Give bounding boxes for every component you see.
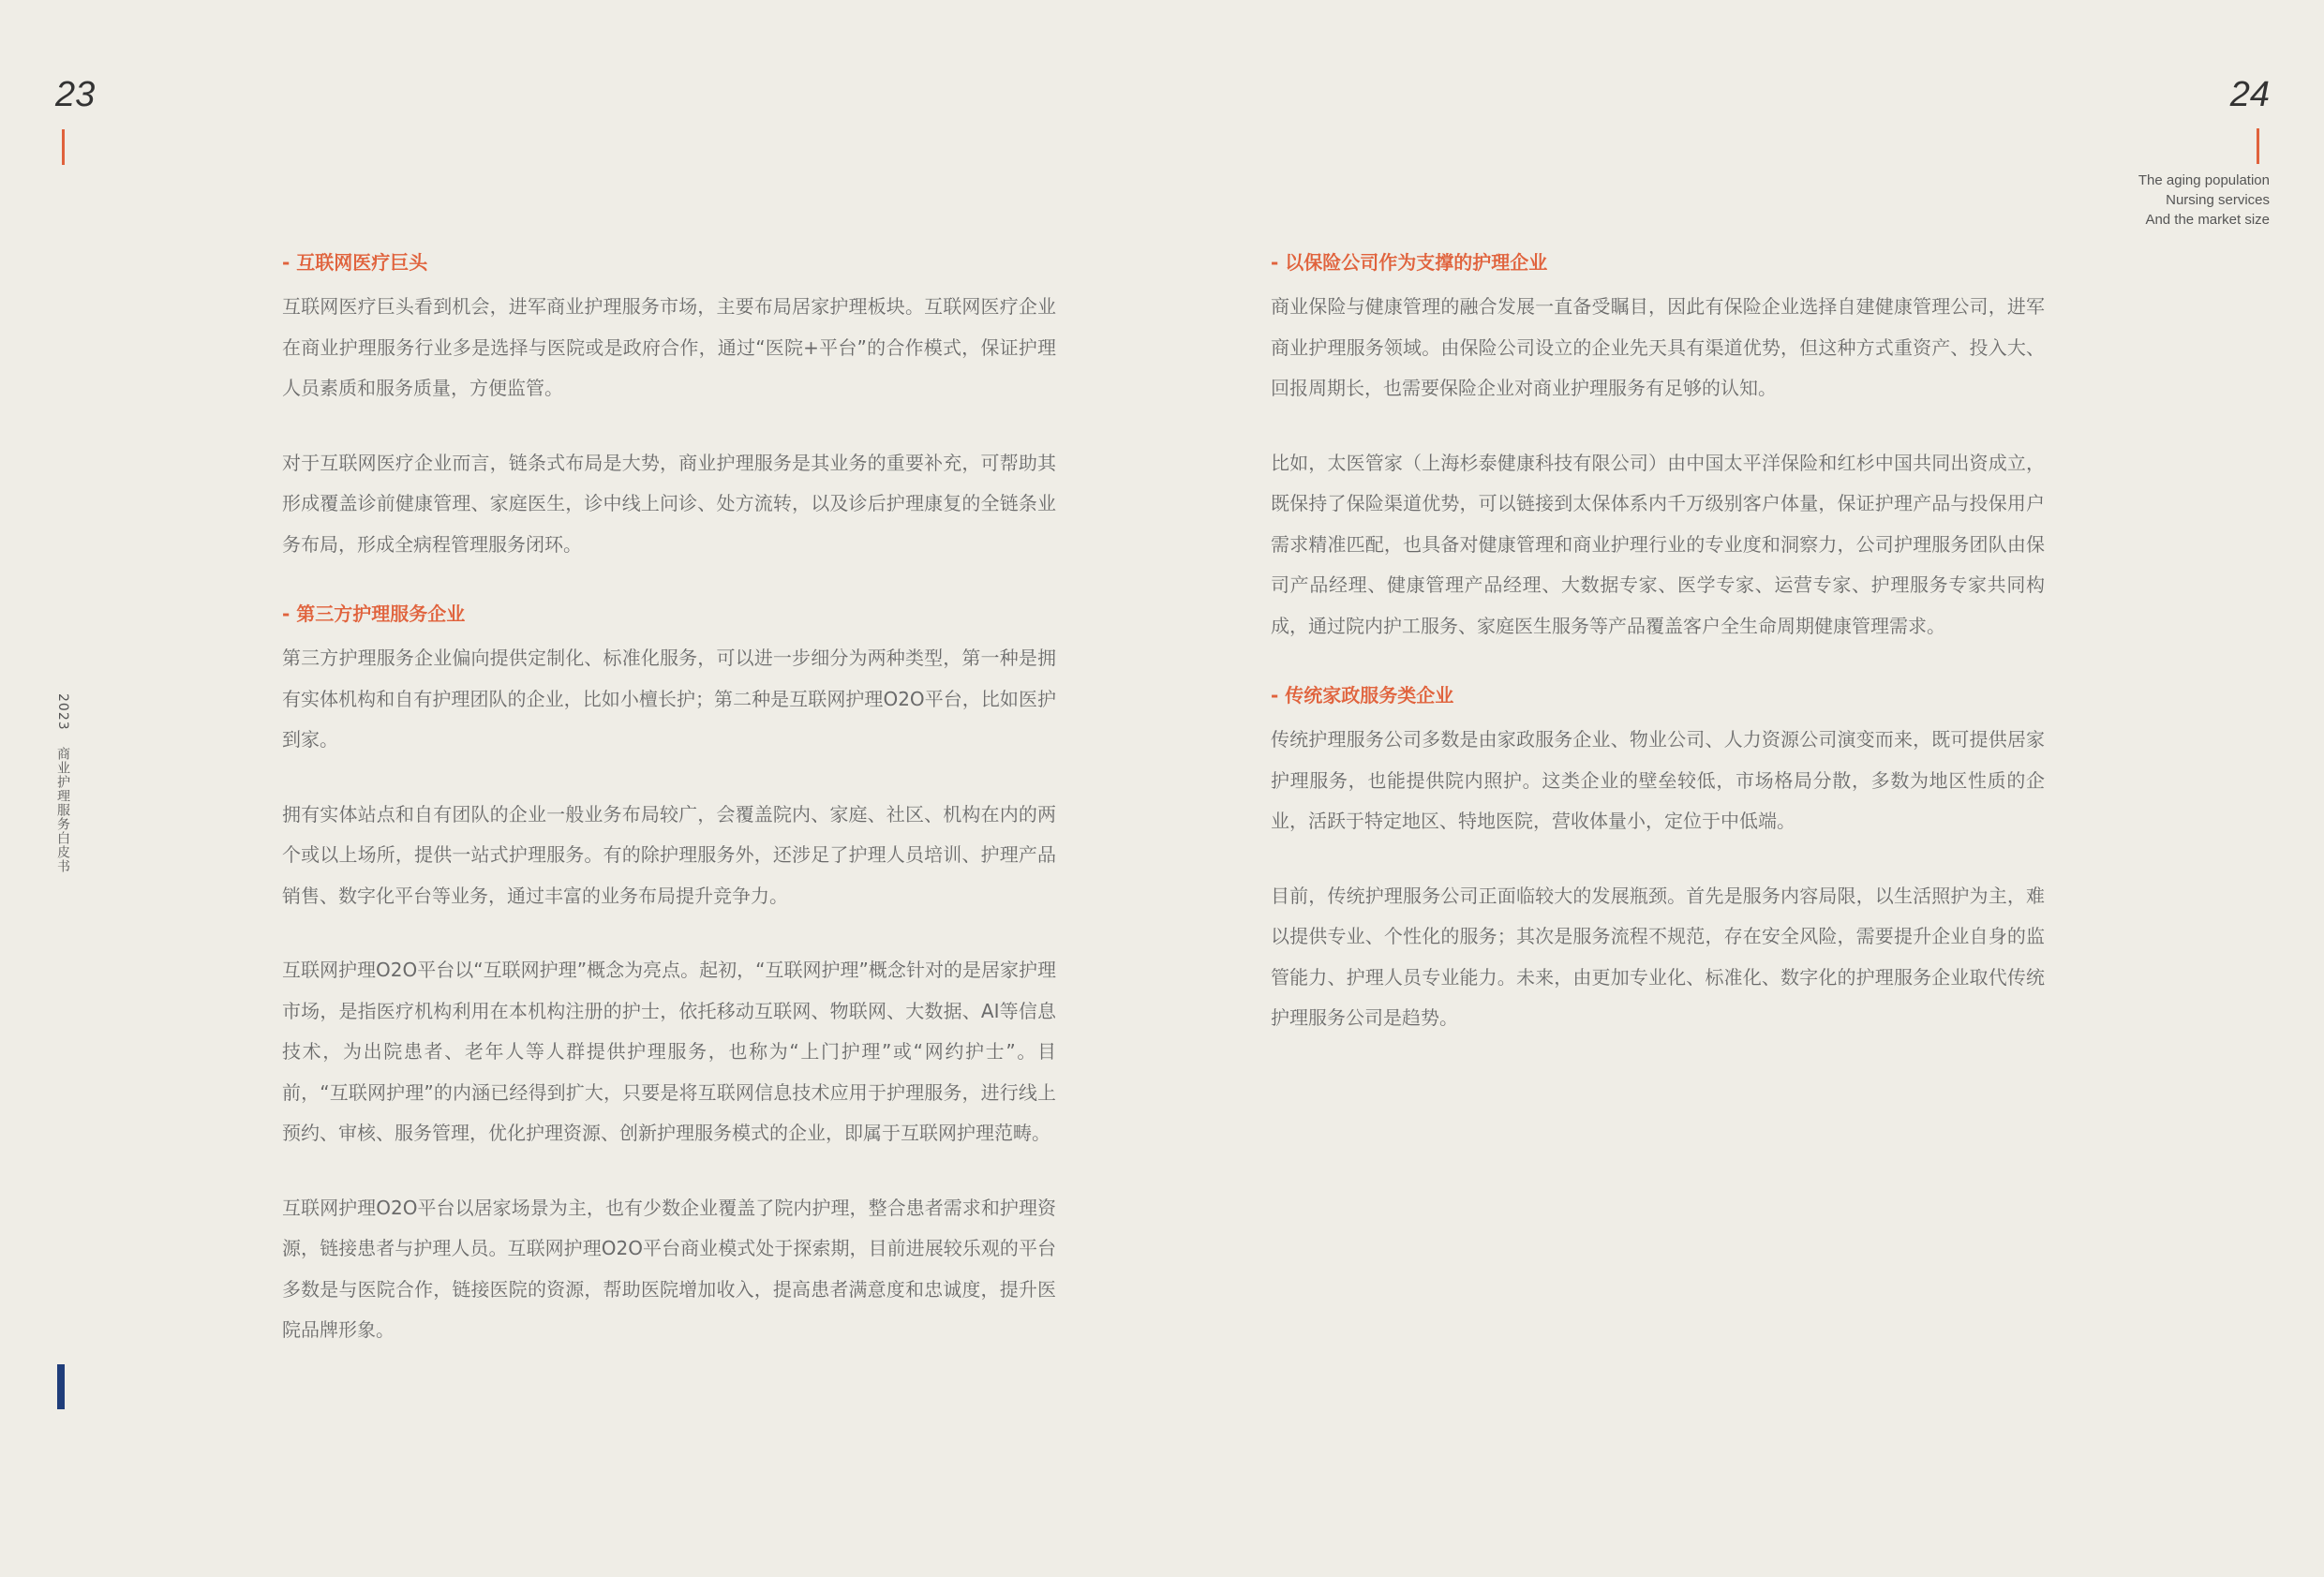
topic-lines xyxy=(2138,171,2270,230)
left-page-number: 23 xyxy=(55,75,96,114)
right-accent-bar xyxy=(2257,128,2259,164)
paragraph: 对于互联网医疗企业而言，链条式布局是大势，商业护理服务是其业务的重要补充，可帮助其形成覆盖诊前健康管理、家庭医生，诊中线上问诊、处方流转，以及诊后护理康复的全链条业务布局，形成全病程管理服务闭环。 xyxy=(282,451,1056,556)
paragraph: 比如，太医管家（上海杉泰健康科技有限公司）由中国太平洋保险和红杉中国共同出资成立，既保持了保险渠道优势，可以链接到太保体系内千万级别客户体量，保证护理产品与投保用户需求精准匹配，也具备对健康管理和商业护理行业的专业度和洞察力，公司护理服务团队由保司产品经理、健康管理产品经理、大数据专家、医学专家、运营专家、护理服务专家共同构成，通过院内护工服务、家庭医生服务等产品覆盖客户全生命周期健康管理需求。 xyxy=(1271,451,2045,637)
right-page-number: 24 xyxy=(2229,75,2270,114)
topic-line: Nursing services xyxy=(2166,192,2270,208)
section-heading: - 第三方护理服务企业 xyxy=(282,603,466,625)
paragraph: 目前，传统护理服务公司正面临较大的发展瓶颈。首先是服务内容局限，以生活照护为主，难以提供专业、个性化的服务；其次是服务流程不规范，存在安全风险，需要提升企业自身的监管能力、护理人员专业能力。未来，由更加专业化、标准化、数字化的护理服务企业取代传统护理服务公司是趋势。 xyxy=(1271,884,2045,1029)
right-column xyxy=(1271,247,2045,1073)
paragraph: 互联网护理O2O平台以居家场景为主，也有少数企业覆盖了院内护理，整合患者需求和护理资源，链接患者与护理人员。互联网护理O2O平台商业模式处于探索期，目前进展较乐观的平台多数是与医院合作，链接医院的资源，帮助医院增加收入，提高患者满意度和忠诚度，提升医院品牌形象。 xyxy=(282,1196,1056,1341)
blue-marker-bar xyxy=(57,1364,65,1409)
left-column xyxy=(282,247,1056,1385)
paragraph: 传统护理服务公司多数是由家政服务企业、物业公司、人力资源公司演变而来，既可提供居家护理服务，也能提供院内照护。这类企业的壁垒较低，市场格局分散，多数为地区性质的企业，活跃于特定地区、特地医院，营收体量小，定位于中低端。 xyxy=(1271,728,2045,832)
side-label-year: 2023 xyxy=(55,693,70,731)
section-heading: - 传统家政服务类企业 xyxy=(1271,684,1454,707)
section-traditional-housekeeping xyxy=(1271,680,2045,1039)
side-label-title: 商业护理服务白皮书 xyxy=(55,747,70,874)
paragraph: 互联网医疗巨头看到机会，进军商业护理服务市场，主要布局居家护理板块。互联网医疗企业在商业护理服务行业多是选择与医院或是政府合作，通过“医院+平台”的合作模式，保证护理人员素质和服务质量，方便监管。 xyxy=(282,295,1056,399)
side-vertical-label xyxy=(53,693,72,885)
section-heading: - 互联网医疗巨头 xyxy=(282,251,428,274)
paragraph: 第三方护理服务企业偏向提供定制化、标准化服务，可以进一步细分为两种类型，第一种是拥有实体机构和自有护理团队的企业，比如小檀长护；第二种是互联网护理O2O平台，比如医护到家。 xyxy=(282,647,1056,751)
paragraph: 商业保险与健康管理的融合发展一直备受瞩目，因此有保险企业选择自建健康管理公司，进军商业护理服务领域。由保险公司设立的企业先天具有渠道优势，但这种方式重资产、投入大、回报周期长，也需要保险企业对商业护理服务有足够的认知。 xyxy=(1271,295,2045,399)
section-heading: - 以保险公司作为支撑的护理企业 xyxy=(1271,251,1548,274)
topic-line: And the market size xyxy=(2145,212,2270,228)
topic-line: The aging population xyxy=(2138,172,2270,188)
section-insurance-backed-nursing xyxy=(1271,247,2045,647)
section-internet-medical-giants xyxy=(282,247,1056,565)
paragraph: 互联网护理O2O平台以“互联网护理”概念为亮点。起初，“互联网护理”概念针对的是居家护理市场，是指医疗机构利用在本机构注册的护士，依托移动互联网、物联网、大数据、AI等信息技术，为出院患者、老年人等人群提供护理服务，也称为“上门护理”或“网约护士”。目前，“互联网护理”的内涵已经得到扩大，只要是将互联网信息技术应用于护理服务，进行线上预约、审核、服务管理，优化护理资源、创新护理服务模式的企业，即属于互联网护理范畴。 xyxy=(282,959,1056,1144)
left-accent-bar xyxy=(62,129,65,165)
paragraph: 拥有实体站点和自有团队的企业一般业务布局较广，会覆盖院内、家庭、社区、机构在内的两个或以上场所，提供一站式护理服务。有的除护理服务外，还涉足了护理人员培训、护理产品销售、数字化平台等业务，通过丰富的业务布局提升竞争力。 xyxy=(282,802,1056,907)
section-third-party-nursing xyxy=(282,599,1056,1351)
